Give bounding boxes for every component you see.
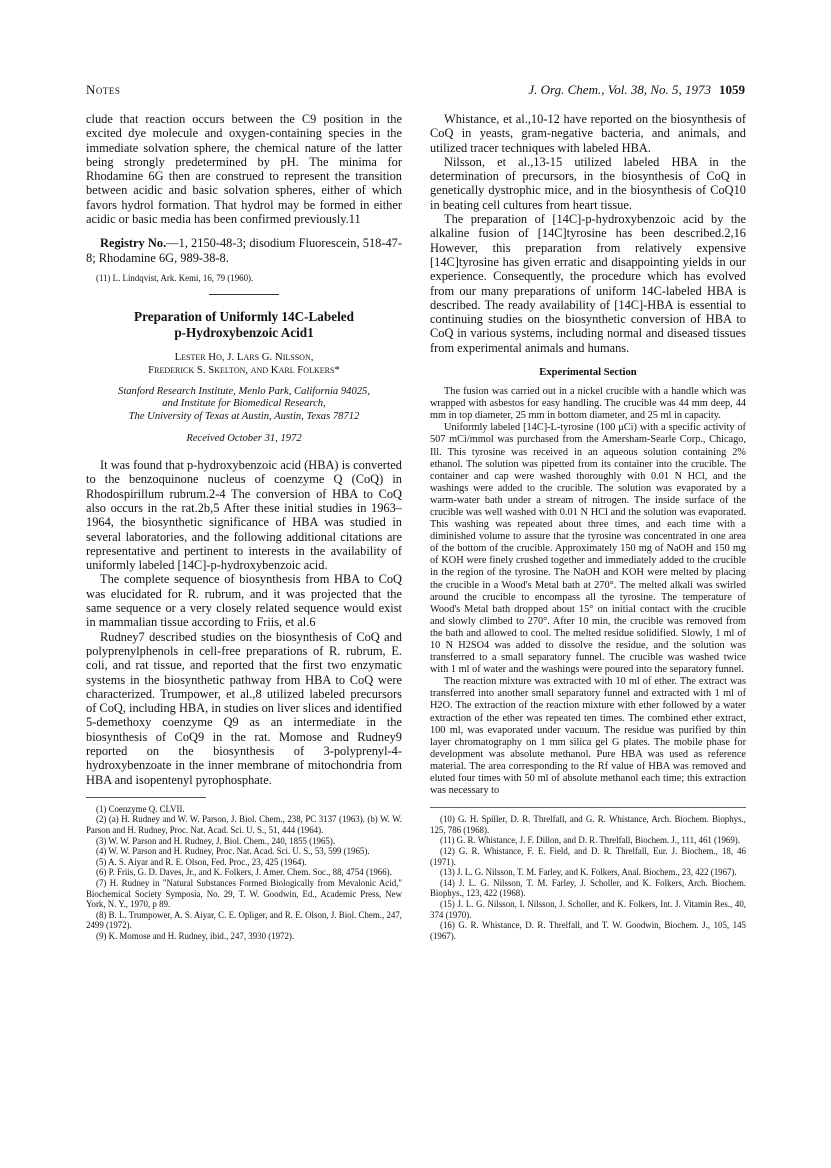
footnote: (13) J. L. G. Nilsson, T. M. Farley, and K. Folkers, Anal. Biochem., 23, 422 (1967). (440, 867, 737, 878)
footnote: (7) H. Rudney in "Natural Substances Formed Biologically from Mevalonic Acid," Biochemical Society Symposia, No. 29, T. W. Goodwin, Ed., Academic Press, New York, N. Y., 1970, p 89. (86, 878, 402, 910)
author-list (86, 351, 402, 377)
footnote: (9) K. Momose and H. Rudney, ibid., 247, 3930 (1972). (96, 931, 295, 942)
footnote: (2) (a) H. Rudney and W. W. Parson, J. Biol. Chem., 238, PC 3137 (1963). (b) W. W. Parson and H. Rudney, Proc. Nat. Acad. Sci. U. S., 51, 444 (1964). (86, 814, 402, 836)
affiliation-line-2: and Institute for Biomedical Research, (162, 398, 326, 410)
affiliation (86, 386, 402, 424)
registry-text: —1, 2150-48-3; disodium Fluorescein, 518-47-8; Rhodamine 6G, 989-38-8. (86, 236, 402, 265)
footnote: (16) G. R. Whistance, D. R. Threlfall, and T. W. Goodwin, Biochem. J., 105, 145 (1967). (430, 920, 746, 941)
footnotes-right (430, 814, 746, 941)
experimental-paragraph-2: Uniformly labeled [14C]-L-tyrosine (100 μCi) with a specific activity of 507 mCi/mmol was purchased from the Amersham-Searle Corp., Chicago, Ill. This tyrosine was received in an aqueous solution containing 2% ethanol. The solution was pipetted from its container into the crucible. The container and cap were washed thoroughly with 0.01 N HCl, and the washings were added to the crucible. The solution was evaporated by a warm-water bath under a stream of nitrogen. The inside surface of the crucible was well washed with 0.01 N HCl and the solution was evaporated. This washing was repeated about three times, and each time with a diminished volume to assure that the tyrosine was concentrated in one area of the bottom of the crucible. Approximately 150 mg of NaOH and 150 mg of KOH were finely crushed together and immediately added to the crucible in the region of the tyrosine. The NaOH and KOH were melted by placing the crucible in a Wood's Metal bath at 270°. The melted alkali was swirled around the crucible to encompass all the tyrosine. The temperature of Wood's Metal bath dropped about 15° on initial contact with the crucible and slowly climbed to 270°. After 10 min, the crucible was removed from the bath and allowed to cool. The melted residue solidified. Slowly, 1 ml of 10 N H2SO4 was added to dissolve the residue, and the solution was transferred to a small separatory funnel. The crucible was washed twice with 1 ml of water and the washings were poured into the separatory funnel. (430, 422, 746, 676)
page-number: 1059 (719, 82, 745, 97)
authors-line-1: Lester Ho, J. Lars G. Nilsson, (174, 350, 314, 363)
continued-paragraph: clude that reaction occurs between the C9 position in the excited dye molecule and oxygen-containing species in the immediate solvation sphere, the chemical nature of the latter being strongly predetermined by pH. The minima for Rhodamine 6G then are construed to represent the transition between acidic and basic solvation spheres, either of which favors hydrol formation. That hydrol may be formed in either acidic or basic media has been confirmed previously.11 (86, 112, 402, 227)
body-paragraph-5: Nilsson, et al.,13-15 utilized labeled HBA in the determination of precursors, in the biosynthesis of CoQ in genetically dystrophic mice, and in the biosynthesis of CoQ10 in beating cell cultures from heart tissue. (430, 154, 746, 212)
experimental-paragraph-3: The reaction mixture was extracted with 10 ml of ether. The extract was transferred into another small separatory funnel and extracted with 1 ml of H2O. The extraction of the reaction mixture with ether followed by a water extraction of the ether was repeated ten times. The combined ether extract, 100 ml, was evaporated under vacuum. The residue was purified by thin layer chromatography on 1 mm silica gel G plates. The mobile phase for development was absolute methanol. Pure HBA was used as reference material. The area corresponding to the Rf value of HBA was removed and eluted four times with 50 ml of absolute methanol each time; this extraction was necessary to (430, 676, 746, 797)
footnote: (14) J. L. G. Nilsson, T. M. Farley, J. Scholler, and K. Folkers, Arch. Biochem. Biophys., 123, 422 (1968). (430, 877, 746, 899)
body-paragraph-6: The preparation of [14C]-p-hydroxybenzoic acid by the alkaline fusion of [14C]tyrosine has been described.2,16 However, this preparation from relatively expensive [14C]tyrosine has given erratic and disappointing yields in our experience. Consequently, the procedure which has evolved from our many preparations of uniform 14C-labeled HBA is described. The ready availability of [14C]-HBA is essential to continuing studies on the biosynthetic conversion of HBA to CoQ in various systems, including normal and diseased tissues from experimental animals and humans. (430, 212, 746, 355)
footnote-11: (11) L. Lindqvist, Ark. Kemi, 16, 79 (1960). (96, 272, 254, 283)
affiliation-line-1: Stanford Research Institute, Menlo Park, California 94025, (118, 385, 370, 397)
footnote: (12) G. R. Whistance, F. E. Field, and D. R. Threlfall, Eur. J. Biochem., 18, 46 (1971). (430, 846, 746, 867)
authors-line-2: Frederick S. Skelton, and Karl Folkers* (148, 363, 340, 376)
affiliation-line-3: The University of Texas at Austin, Austin, Texas 78712 (128, 410, 360, 422)
section-label: Notes (86, 82, 121, 97)
footnote: (15) J. L. G. Nilsson, I. Nilsson, J. Scholler, and K. Folkers, Int. J. Vitamin Res., 40, 374 (1970). (430, 898, 746, 920)
journal-name: J. Org. Chem., Vol. 38, No. 5, 1973 (528, 82, 711, 97)
right-column (430, 112, 746, 941)
experimental-text (430, 386, 746, 797)
footnote: (5) A. S. Aiyar and R. E. Olson, Fed. Proc., 23, 425 (1964). (96, 856, 307, 867)
footnote-divider (86, 797, 206, 798)
footnote: (6) P. Friis, G. D. Daves, Jr., and K. Folkers, J. Amer. Chem. Soc., 88, 4754 (1966). (96, 867, 392, 878)
title-line-1: Preparation of Uniformly 14C-Labeled (134, 308, 354, 324)
title-line-2: p-Hydroxybenzoic Acid1 (174, 324, 314, 340)
footnote: (8) B. L. Trumpower, A. S. Aiyar, C. E. Opliger, and R. E. Olson, J. Biol. Chem., 247, 2499 (1972). (86, 909, 402, 931)
registry-numbers (86, 236, 402, 265)
footnote: (3) W. W. Parson and H. Rudney, J. Biol. Chem., 240, 1855 (1965). (96, 835, 336, 846)
article-title (86, 309, 402, 341)
registry-label: Registry No. (100, 236, 167, 251)
footnote-11-block (86, 273, 402, 284)
experimental-paragraph-1: The fusion was carried out in a nickel crucible with a handle which was wrapped with asbestos for easy handling. The crucible was 44 mm deep, 44 mm in top diameter, 25 mm in bottom diameter, and 25 ml in capacity. (430, 386, 746, 422)
body-paragraph-2: The complete sequence of biosynthesis from HBA to CoQ was elucidated for R. rubrum, and it was projected that the same sequence or a very closely related sequence would exist in mammalian tissue according to Friis, et al.6 (86, 572, 402, 630)
body-paragraph-3: Rudney7 described studies on the biosynthesis of CoQ and polyprenylphenols in cell-free preparations of R. rubrum, E. coli, and rat tissue, and reported that the first two enzymatic systems in the biosynthetic pathway from HBA to CoQ were characterized. Trumpower, et al.,8 utilized labeled precursors of CoQ, including HBA, in studies on liver slices and identified 5-demethoxy coenzyme Q9 as an intermediate in the biosynthesis of CoQ9 in the rat. Momose and Rudney9 reported on the biosynthesis of 3-polyprenyl-4-hydroxybenzoate in the inner membrane of mitochondria from HBA and isopentenyl pyrophosphate. (86, 629, 402, 787)
footnotes-left (86, 804, 402, 942)
body-paragraph-4: Whistance, et al.,10-12 have reported on the biosynthesis of CoQ in yeasts, gram-negative bacteria, and animals, and utilized tracer techniques with labeled HBA. (430, 112, 746, 155)
page-header (86, 82, 745, 100)
section-divider (209, 294, 279, 295)
experimental-heading: Experimental Section (539, 367, 637, 379)
footnote: (1) Coenzyme Q. CLVII. (96, 803, 185, 814)
left-column (86, 112, 402, 942)
footnote: (11) G. R. Whistance, J. F. Dillon, and D. R. Threlfall, Biochem. J., 111, 461 (1969). (440, 835, 740, 846)
journal-citation (528, 82, 745, 98)
body-paragraph-1: It was found that p-hydroxybenzoic acid (HBA) is converted to the benzoquinone nucleus of coenzyme Q (CoQ) in Rhodospirillum rubrum.2-4 The conversion of HBA to CoQ also occurs in the rat.2b,5 After these initial studies in 1963–1964, the biosynthetic significance of HBA was studied in several laboratories, and the following additional citations are representative and pertinent to interests in the availability of uniformly labeled [14C]-p-hydroxybenzoic acid. (86, 458, 402, 573)
footnote: (10) G. H. Spiller, D. R. Threlfall, and G. R. Whistance, Arch. Biochem. Biophys., 125, 786 (1968). (430, 814, 746, 835)
received-date: Received October 31, 1972 (186, 433, 302, 445)
footnote: (4) W. W. Parson and H. Rudney, Proc. Nat. Acad. Sci. U. S., 53, 599 (1965). (96, 846, 370, 857)
footnote-divider-right (430, 807, 746, 808)
